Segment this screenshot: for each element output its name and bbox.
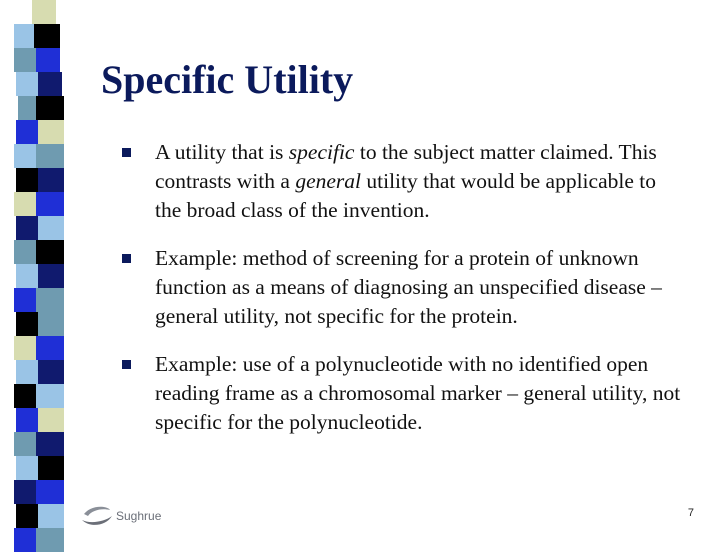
strip-block: [14, 48, 36, 72]
strip-block: [14, 336, 36, 360]
text-segment: utility that would be applicable to the broad class of the invention.: [155, 169, 656, 222]
strip-block: [38, 120, 64, 144]
strip-block: [16, 312, 38, 336]
text-segment: A utility that is: [155, 140, 289, 164]
strip-block: [36, 432, 64, 456]
strip-block: [36, 144, 64, 168]
bullet-item: [122, 138, 682, 225]
strip-block: [18, 96, 36, 120]
bullet-text: [155, 350, 682, 437]
swoosh-icon: [78, 500, 114, 530]
strip-block: [16, 264, 38, 288]
strip-block: [16, 120, 38, 144]
strip-block: [38, 168, 64, 192]
strip-block: [14, 288, 36, 312]
strip-block: [36, 528, 64, 552]
strip-block: [36, 336, 64, 360]
strip-block: [14, 384, 36, 408]
strip-block: [36, 240, 64, 264]
strip-block: [38, 408, 64, 432]
strip-block: [14, 432, 36, 456]
emphasis-text: general: [295, 169, 362, 193]
strip-block: [16, 456, 38, 480]
bullet-item: [122, 244, 682, 331]
bullet-list: [122, 138, 682, 456]
bullet-square-icon: [122, 360, 131, 369]
strip-block: [36, 480, 64, 504]
strip-block: [32, 0, 56, 24]
strip-block: [14, 528, 36, 552]
strip-block: [38, 360, 64, 384]
strip-block: [38, 504, 64, 528]
strip-block: [14, 192, 36, 216]
strip-block: [16, 216, 38, 240]
logo-wordmark: Sughrue: [116, 509, 162, 523]
bullet-square-icon: [122, 148, 131, 157]
strip-block: [14, 24, 34, 48]
bullet-text: [155, 244, 682, 331]
emphasis-text: specific: [288, 140, 355, 164]
strip-block: [36, 384, 64, 408]
strip-block: [16, 360, 38, 384]
decorative-left-strip: [0, 0, 80, 540]
strip-block: [38, 312, 64, 336]
strip-block: [34, 24, 60, 48]
bullet-square-icon: [122, 254, 131, 263]
page-number: 7: [687, 507, 694, 519]
bullet-item: [122, 350, 682, 437]
strip-block: [12, 0, 32, 24]
strip-block: [36, 96, 64, 120]
strip-block: [16, 72, 38, 96]
strip-block: [14, 240, 36, 264]
strip-block: [38, 264, 64, 288]
text-segment: Example: use of a polynucleotide with no identified open reading frame as a chromosomal marker – general utility, not specific for the polynucleotide.: [155, 352, 681, 434]
text-segment: Example: method of screening for a protein of unknown function as a means of diagnosing an unspecified disease – general utility, not specific for the protein.: [155, 246, 662, 328]
strip-block: [36, 48, 60, 72]
strip-block: [14, 144, 36, 168]
bullet-text: [155, 138, 682, 225]
strip-block: [16, 504, 38, 528]
text-segment: to the subject matter claimed. This contrasts with a: [155, 140, 657, 193]
strip-block: [36, 288, 64, 312]
strip-block: [36, 192, 64, 216]
strip-block: [16, 408, 38, 432]
strip-block: [38, 216, 64, 240]
strip-block: [16, 168, 38, 192]
strip-block: [38, 72, 62, 96]
strip-block: [38, 456, 64, 480]
slide-title: Specific Utility: [101, 57, 354, 102]
sughrue-logo: [78, 500, 198, 530]
strip-block: [14, 480, 36, 504]
